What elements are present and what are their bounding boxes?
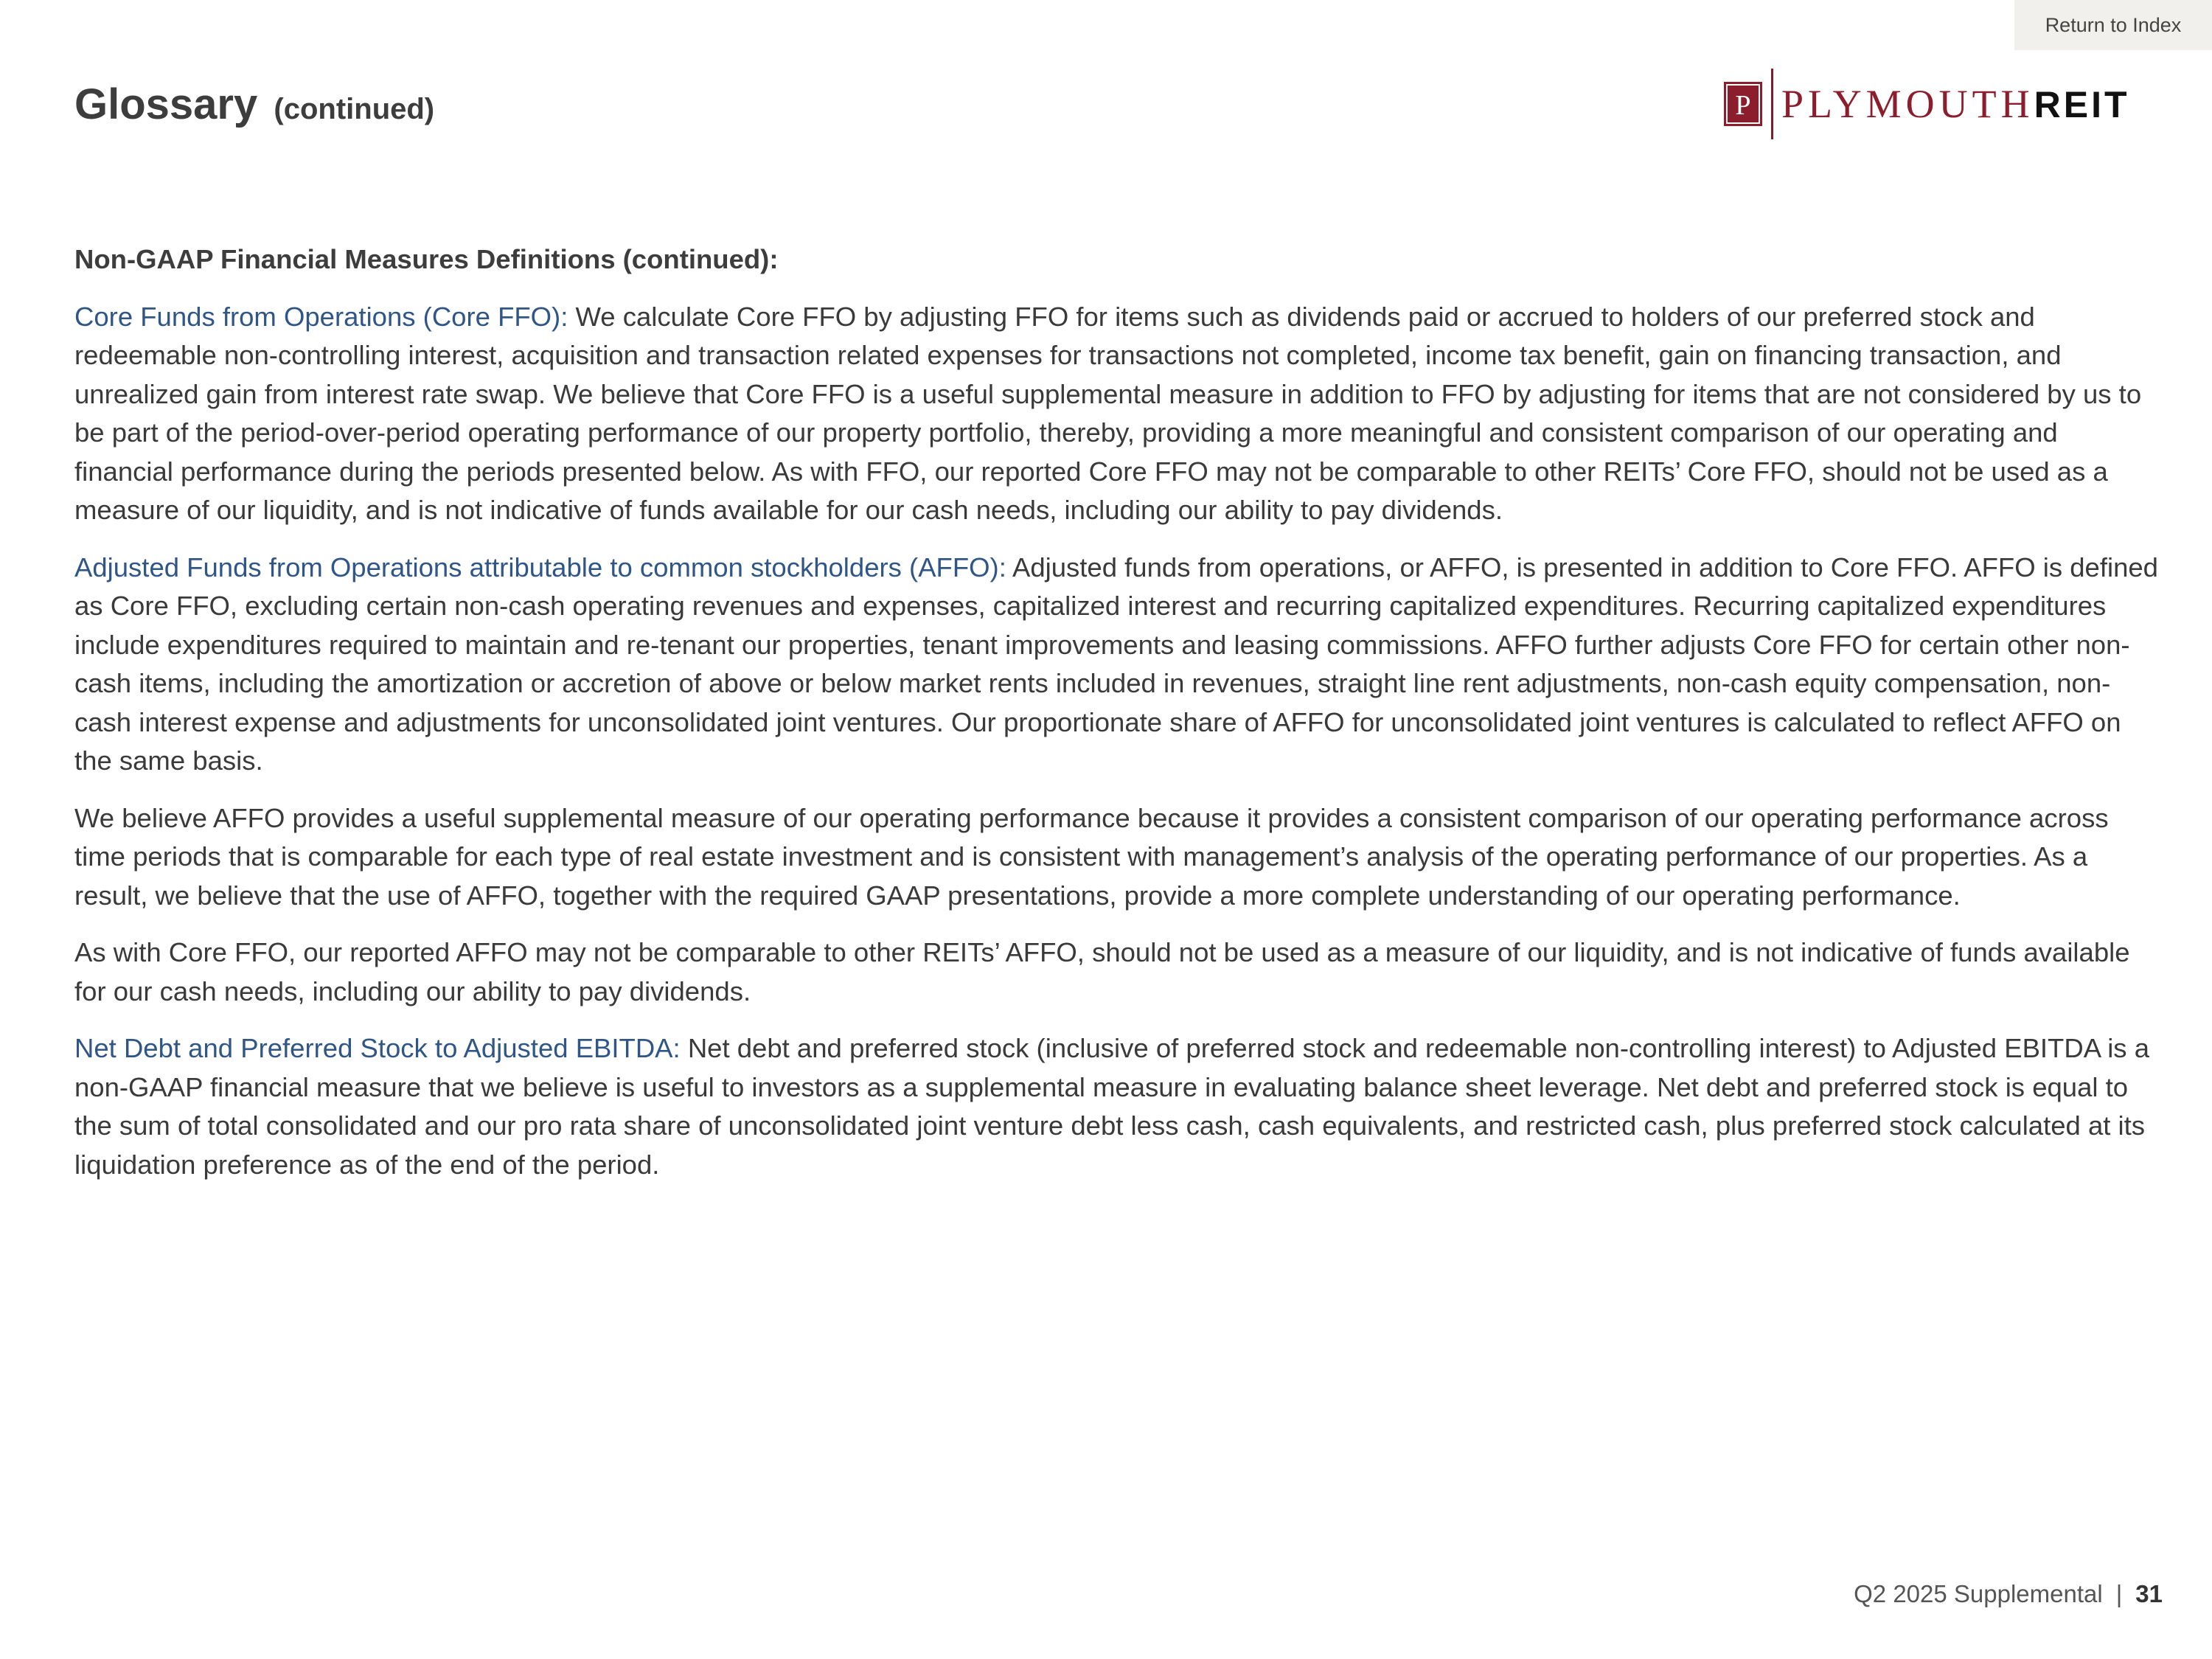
page-title-text: Glossary (74, 80, 258, 128)
section-heading: Non-GAAP Financial Measures Definitions (continued): (74, 244, 779, 274)
page-footer (1854, 1580, 2163, 1608)
term-affo: Adjusted Funds from Operations attributable to common stockholders (AFFO): (74, 552, 1006, 582)
return-to-index-button[interactable]: Return to Index (2014, 0, 2212, 50)
page-title-suffix: (continued) (274, 93, 435, 125)
plymouth-logo-mark-icon (1724, 82, 1762, 126)
term-core-ffo: Core Funds from Operations (Core FFO): (74, 301, 568, 332)
logo-name: PLYMOUTH (1781, 82, 2034, 126)
glossary-content (74, 240, 2161, 1203)
page-title (74, 80, 434, 129)
term-net-debt: Net Debt and Preferred Stock to Adjusted EBITDA: (74, 1033, 681, 1063)
paragraph-affo-comparability: As with Core FFO, our reported AFFO may not be comparable to other REITs’ AFFO, should not be used as a measure of our liquidity, and is not indicative of funds available for our cash needs, including our ability to pay dividends. (74, 937, 2130, 1006)
page-number: 31 (2135, 1580, 2163, 1607)
definition-affo (74, 549, 2161, 781)
logo-wordmark (1781, 82, 2130, 127)
definition-core-ffo (74, 298, 2161, 530)
logo-suffix: REIT (2034, 84, 2130, 125)
logo-divider (1771, 69, 1773, 139)
definition-text: Net debt and preferred stock (inclusive of preferred stock and redeemable non-controlling interest) to Adjusted EBITDA is a non-GAAP financial measure that we believe is useful to investors as a supplemental measure in evaluating balance sheet leverage. Net debt and preferred stock is equal to the sum of total consolidated and our pro rata share of unconsolidated joint venture debt less cash, cash equivalents, and restricted cash, plus preferred stock calculated at its liquidation preference as of the end of the period. (74, 1033, 2149, 1180)
logo-mark-letter: P (1735, 90, 1751, 121)
plymouth-reit-logo (1724, 69, 2152, 139)
definition-text: Adjusted funds from operations, or AFFO, is presented in addition to Core FFO. AFFO is defined as Core FFO, excluding certain non-cash operating revenues and expenses, capitalized interest and recurring capitalized expenditures. Recurring capitalized expenditures include expenditures required to maintain and re-tenant our properties, tenant improvements and leasing commissions. AFFO further adjusts Core FFO for certain other non-cash items, including the amortization or accretion of above or below market rents included in revenues, straight line rent adjustments, non-cash equity compensation, non-cash interest expense and adjustments for unconsolidated joint ventures. Our proportionate share of AFFO for unconsolidated joint ventures is calculated to reflect AFFO on the same basis. (74, 552, 2158, 776)
definition-net-debt (74, 1029, 2161, 1184)
definition-text: We calculate Core FFO by adjusting FFO for items such as dividends paid or accrued to holders of our preferred stock and redeemable non-controlling interest, acquisition and transaction related expenses for transactions not completed, income tax benefit, gain on financing transaction, and unrealized gain from interest rate swap. We believe that Core FFO is a useful supplemental measure in addition to FFO by adjusting for items that are not considered by us to be part of the period-over-period operating performance of our property portfolio, thereby, providing a more meaningful and consistent comparison of our operating and financial performance during the periods presented below. As with FFO, our reported Core FFO may not be comparable to other REITs’ Core FFO, should not be used as a measure of our liquidity, and is not indicative of funds available for our cash needs, including our ability to pay dividends. (74, 301, 2142, 525)
footer-separator: | (2115, 1580, 2123, 1607)
footer-label: Q2 2025 Supplemental (1854, 1580, 2103, 1607)
paragraph-affo-usefulness: We believe AFFO provides a useful supplemental measure of our operating performance because it provides a consistent comparison of our operating performance across time periods that is comparable for each type of real estate investment and is consistent with management’s analysis of the operating performance of our properties. As a result, we believe that the use of AFFO, together with the required GAAP presentations, provide a more complete understanding of our operating performance. (74, 802, 2109, 911)
